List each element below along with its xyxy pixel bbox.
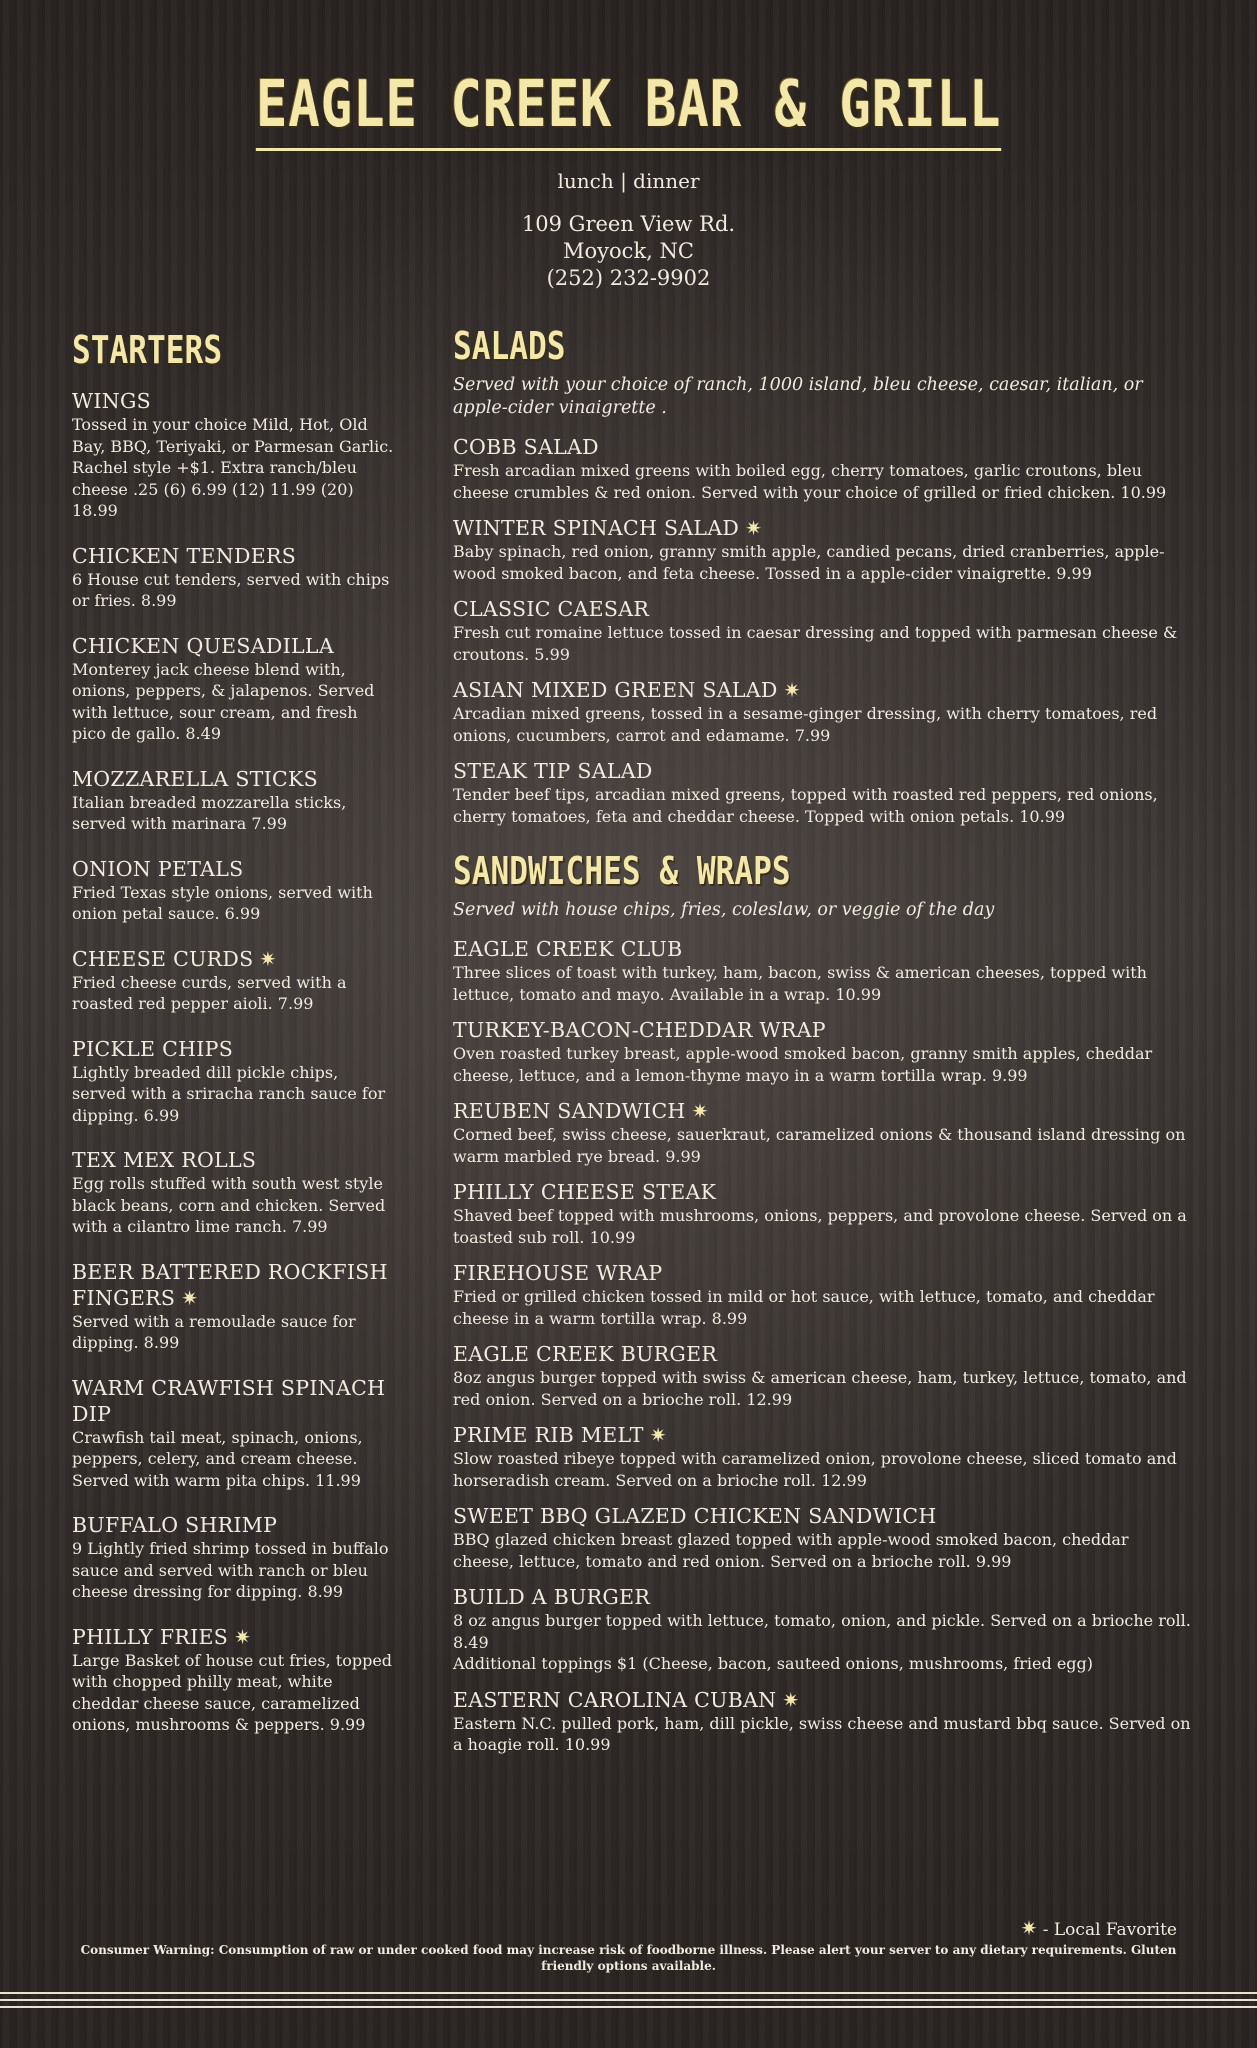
item-name: FIREHOUSE WRAP <box>453 1261 663 1285</box>
address-street: 109 Green View Rd. <box>521 212 736 236</box>
menu-item <box>453 434 1193 503</box>
right-column <box>453 324 1193 1768</box>
menu-item <box>453 677 1193 746</box>
menu-item <box>453 1503 1193 1572</box>
item-name: STEAK TIP SALAD <box>453 759 653 783</box>
menu-item <box>72 1512 394 1603</box>
item-name: TURKEY-BACON-CHEDDAR WRAP <box>453 1018 826 1042</box>
menu-item <box>72 388 394 522</box>
item-description: 8oz angus burger topped with swiss & american cheese, ham, turkey, lettuce, tomato, and red onion. Served on a brioche roll. 12.99 <box>453 1368 1187 1409</box>
item-description: Fried cheese curds, served with a roasted red pepper aioli. 7.99 <box>72 972 347 1013</box>
item-description: Baby spinach, red onion, granny smith apple, candied pecans, dried cranberries, apple-wood smoked bacon, and feta cheese. Tossed in a apple-cider vinaigrette. 9.99 <box>453 542 1165 583</box>
sandwiches-note: Served with house chips, fries, coleslaw, or veggie of the day <box>453 900 995 920</box>
item-name: EASTERN CAROLINA CUBAN <box>453 1687 777 1712</box>
menu-item <box>72 1259 394 1354</box>
item-name: SWEET BBQ GLAZED CHICKEN SANDWICH <box>453 1504 937 1528</box>
local-favorite-icon: ✷ <box>782 1687 800 1712</box>
consumer-warning: Consumer Warning: Consumption of raw or under cooked food may increase risk of foodborne illness. Please alert your server to any dietary requirements. Gluten friendly options available. <box>80 1943 1177 1973</box>
item-description: 9 Lightly fried shrimp tossed in buffalo sauce and served with ranch or bleu cheese dressing for dipping. 8.99 <box>72 1539 389 1601</box>
menu-item <box>453 1017 1193 1086</box>
menu-item <box>453 1584 1193 1675</box>
item-description: 8 oz angus burger topped with lettuce, tomato, onion, and pickle. Served on a brioche roll. 8.49 <box>453 1611 1191 1652</box>
item-name: CHICKEN TENDERS <box>72 543 297 568</box>
item-name: MOZZARELLA STICKS <box>72 766 318 791</box>
address-city: Moyock, NC <box>563 239 694 263</box>
divider <box>0 1992 1257 1994</box>
item-name: BEER BATTERED ROCKFISH FINGERS <box>72 1259 388 1310</box>
item-name: PHILLY FRIES <box>72 1624 229 1649</box>
item-name: EAGLE CREEK BURGER <box>453 1342 718 1366</box>
local-favorite-icon: ✷ <box>1020 1916 1038 1940</box>
meal-times: lunch | dinner <box>557 169 700 193</box>
item-description: Crawfish tail meat, spinach, onions, peppers, celery, and cream cheese. Served with warm pita chips. 11.99 <box>72 1427 363 1490</box>
item-name: WINGS <box>72 389 152 413</box>
item-name: PHILLY CHEESE STEAK <box>453 1180 717 1204</box>
item-description: Fresh arcadian mixed greens with boiled egg, cherry tomatoes, garlic croutons, bleu cheese crumbles & red onion. Served with your choice of grilled or fried chicken. 10.99 <box>453 461 1167 502</box>
salads-title: SALADS <box>453 324 566 368</box>
item-name: BUFFALO SHRIMP <box>72 1513 278 1537</box>
sandwiches-title: SANDWICHES & WRAPS <box>453 849 791 893</box>
legend-label: - Local Favorite <box>1042 1920 1177 1940</box>
menu-item <box>453 1687 1193 1756</box>
item-description: Arcadian mixed greens, tossed in a sesame-ginger dressing, with cherry tomatoes, red onions, cucumbers, carrot and edamame. 7.99 <box>453 704 1158 745</box>
menu-item <box>72 1375 394 1492</box>
local-favorite-icon: ✷ <box>259 946 277 971</box>
legend <box>1015 1916 1177 1940</box>
menu-item <box>72 633 394 745</box>
local-favorite-icon: ✷ <box>691 1099 709 1123</box>
menu-item <box>453 1179 1193 1248</box>
item-description: 6 House cut tenders, served with chips or fries. 8.99 <box>72 569 390 610</box>
divider <box>0 2006 1257 2008</box>
menu-item <box>453 758 1193 827</box>
salads-note: Served with your choice of ranch, 1000 island, bleu cheese, caesar, italian, or apple-cider vinaigrette . <box>453 375 1143 418</box>
menu-item <box>453 596 1193 665</box>
menu-item <box>72 1036 394 1127</box>
item-name: ASIAN MIXED GREEN SALAD <box>453 678 778 702</box>
item-description: Tender beef tips, arcadian mixed greens, topped with roasted red peppers, red onions, cherry tomatoes, feta and cheddar cheese. Topped with onion petals. 10.99 <box>453 785 1158 826</box>
local-favorite-icon: ✷ <box>649 1423 667 1447</box>
item-name: WINTER SPINACH SALAD <box>453 516 740 540</box>
item-description: Egg rolls stuffed with south west style black beans, corn and chicken. Served with a cilantro lime ranch. 7.99 <box>72 1174 386 1236</box>
menu-item <box>453 515 1193 584</box>
menu-item <box>72 856 394 925</box>
item-name: BUILD A BURGER <box>453 1585 651 1609</box>
item-description: Monterey jack cheese blend with, onions, peppers, & jalapenos. Served with lettuce, sour cream, and fresh pico de gallo. 8.49 <box>72 659 375 743</box>
item-name: TEX MEX ROLLS <box>72 1148 257 1172</box>
item-description: Large Basket of house cut fries, topped with chopped philly meat, white cheddar cheese sauce, caramelized onions, mushrooms & peppers. 9.99 <box>72 1650 393 1734</box>
item-description: Shaved beef topped with mushrooms, onions, peppers, and provolone cheese. Served on a toasted sub roll. 10.99 <box>453 1206 1187 1247</box>
item-name: WARM CRAWFISH SPINACH DIP <box>72 1375 386 1426</box>
item-name: COBB SALAD <box>453 435 599 459</box>
item-description: Served with a remoulade sauce for dipping. 8.99 <box>72 1311 356 1352</box>
starters-section <box>72 328 394 1757</box>
item-description: Oven roasted turkey breast, apple-wood smoked bacon, granny smith apples, cheddar cheese, lettuce, and a lemon-thyme mayo in a warm tortilla wrap. 9.99 <box>453 1044 1153 1085</box>
item-name: PRIME RIB MELT <box>453 1423 644 1447</box>
local-favorite-icon: ✷ <box>181 1285 199 1310</box>
starters-title: STARTERS <box>72 328 223 372</box>
item-description: Eastern N.C. pulled pork, ham, dill pickle, swiss cheese and mustard bbq sauce. Served on a hoagie roll. 10.99 <box>453 1713 1191 1754</box>
menu-item <box>72 1624 394 1736</box>
phone-number: (252) 232-9902 <box>546 266 711 290</box>
item-description: Fresh cut romaine lettuce tossed in caesar dressing and topped with parmesan cheese & croutons. 5.99 <box>453 623 1178 664</box>
restaurant-name: EAGLE CREEK BAR & GRILL <box>256 68 1002 151</box>
item-name: ONION PETALS <box>72 856 244 881</box>
menu-item <box>453 936 1193 1005</box>
item-name: CLASSIC CAESAR <box>453 597 650 621</box>
local-favorite-icon: ✷ <box>234 1624 252 1649</box>
menu-item <box>72 766 394 835</box>
item-description: Italian breaded mozzarella sticks, served with marinara 7.99 <box>72 792 347 833</box>
menu-item <box>453 1341 1193 1410</box>
item-description: Tossed in your choice Mild, Hot, Old Bay, BBQ, Teriyaki, or Parmesan Garlic. Rachel style +$1. Extra ranch/bleu cheese .25 (6) 6.99 (12) 11.99 (20) 18.99 <box>72 415 394 520</box>
menu-item <box>72 1147 394 1238</box>
item-description: Slow roasted ribeye topped with caramelized onion, provolone cheese, sliced tomato and horseradish cream. Served on a brioche roll. 12.99 <box>453 1449 1177 1490</box>
item-description: BBQ glazed chicken breast glazed topped with apple-wood smoked bacon, cheddar cheese, lettuce, tomato and red onion. Served on a brioche roll. 9.99 <box>453 1530 1129 1571</box>
menu-item <box>72 946 394 1015</box>
menu-item <box>453 1098 1193 1167</box>
item-description: Three slices of toast with turkey, ham, bacon, swiss & american cheeses, topped with lettuce, tomato and mayo. Available in a wrap. 10.99 <box>453 963 1147 1004</box>
item-description: Lightly breaded dill pickle chips, served with a sriracha ranch sauce for dipping. 6.99 <box>72 1062 386 1125</box>
local-favorite-icon: ✷ <box>745 516 763 540</box>
item-name: CHEESE CURDS <box>72 946 254 971</box>
item-extra-note: Additional toppings $1 (Cheese, bacon, sauteed onions, mushrooms, fried egg) <box>453 1654 1094 1673</box>
footer-rules <box>0 1992 1257 2013</box>
menu-header <box>0 68 1257 292</box>
item-description: Corned beef, swiss cheese, sauerkraut, caramelized onions & thousand island dressing on warm marbled rye bread. 9.99 <box>453 1125 1186 1166</box>
menu-item <box>453 1260 1193 1329</box>
local-favorite-icon: ✷ <box>783 678 801 702</box>
item-name: PICKLE CHIPS <box>72 1036 234 1061</box>
menu-item <box>72 543 394 612</box>
menu-item <box>453 1422 1193 1491</box>
item-name: CHICKEN QUESADILLA <box>72 633 334 658</box>
item-description: Fried or grilled chicken tossed in mild or hot sauce, with lettuce, tomato, and cheddar cheese in a warm tortilla wrap. 8.99 <box>453 1287 1155 1328</box>
divider <box>0 1999 1257 2001</box>
item-name: EAGLE CREEK CLUB <box>453 937 683 961</box>
item-name: REUBEN SANDWICH <box>453 1099 686 1123</box>
item-description: Fried Texas style onions, served with onion petal sauce. 6.99 <box>72 882 373 923</box>
